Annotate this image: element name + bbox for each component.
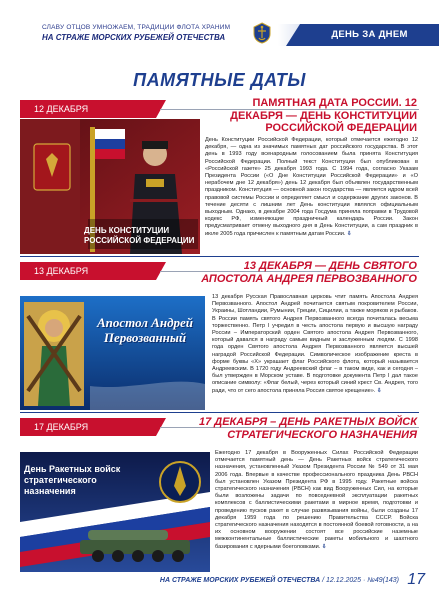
masthead: НА СТРАЖЕ МОРСКИХ РУБЕЖЕЙ ОТЕЧЕСТВА — [42, 33, 226, 42]
footer-title: НА СТРАЖЕ МОРСКИХ РУБЕЖЕЙ ОТЕЧЕСТВА — [159, 577, 321, 584]
section-body — [205, 137, 418, 238]
section-divider — [20, 412, 419, 413]
page-number: 17 — [407, 571, 425, 588]
section-heading: 13 ДЕКАБРЯ — ДЕНЬ СВЯТОГО АПОСТОЛА АНДРЕЯ ПЕРВОЗВАННОГО — [201, 260, 417, 285]
section-body — [215, 450, 418, 551]
image-badge: РОССИЯ — [165, 507, 185, 512]
section-apostle-andrew — [0, 260, 439, 410]
page-title: ПАМЯТНЫЕ ДАТЫ — [133, 70, 306, 90]
continue-marker-icon: ⇩ — [376, 387, 382, 394]
section-strategic-missile-forces — [0, 416, 439, 574]
image-caption: День Ракетных войск стратегического назначения — [24, 464, 121, 496]
section-heading: ПАМЯТНАЯ ДАТА РОССИИ. 12 ДЕКАБРЯ — ДЕНЬ КОНСТИТУЦИИ РОССИЙСКОЙ ФЕДЕРАЦИИ — [230, 97, 417, 134]
image-caption: Апостол Андрей Первозванный — [96, 315, 194, 345]
page-footer — [0, 571, 439, 600]
section-body — [212, 294, 418, 395]
footer-issue: / 12.12.2025 · №49(143) — [320, 577, 399, 584]
section-heading: 17 ДЕКАБРЯ – ДЕНЬ РАКЕТНЫХ ВОЙСК СТРАТЕГИЧЕСКОГО НАЗНАЧЕНИЯ — [198, 416, 417, 441]
motto: СЛАВУ ОТЦОВ УМНОЖАЕМ, ТРАДИЦИИ ФЛОТА ХРАНИМ — [42, 24, 231, 31]
body-text: 13 декабря Русская Православная церковь чтит память Апостола Андрея Первозванного. Апостол Андрей почитается святым покровителем России, Украины, Шотландии, Румынии, Греции, Сицилии, а также моряков и рыбаков. В России память святого Андрея Первозванного всегда почиталась весьма торжественно. Петр I учредил в честь апостола первую и высшую награду России – Императорский орден Святого апостола Андрея Первозванного, который давался в награду самым видным и заслуженным людям. С 1998 года орден Святого апостола Андрея Первозванного является высшей наградой Российской Федерации. Символическое изображение креста в форме буквы «Х» украшает флаг Российского флота, который называется Андреевским. В 1720 году Андреевский флаг – в таком виде, как и сегодня – был утвержден в Морском уставе. В подготовке документа Петр I дал такое описание символу: «Флаг белый, через который синий крест Св. Андрея, того ради, что от сего апостола приняла Россия святое крещение». — [212, 294, 418, 394]
page-header — [0, 0, 439, 48]
section-constitution-day — [0, 95, 439, 255]
footer-publication — [160, 577, 399, 584]
section-divider — [20, 256, 419, 257]
apostle-andrew-image — [20, 296, 205, 410]
body-text: День Конституции Российской Федерации, который отмечается ежегодно 12 декабря, — одна из значимых памятных дат российского государства. В этот день в 1993 году всенародным голосованием была принята Конституция Российской Федерации. Полный текст Конституции был опубликован в «Российской газете» 25 декабря 1993 года. С 1994 года, согласно Указам Президента России («О Дне Конституции Российской Федерации» и «О нерабочем дне 12 декабря») день 12 декабря был объявлен государственным праздником. Конституция — основной закон государства — является идром всей правовой системы России и определяет смысл и содержание других законов. В течение десяти с лишним лет День конституции являлся официальным выходным. Однако, в декабре 2004 года Госдума приняла поправки в Трудовой кодекс РФ, изменяющие праздничный календарь России. Закон предусматривает отмену выходного дня в День Конституции, а сам праздник в июле 2005 года причислен к памятным датам России. — [205, 137, 418, 237]
date-label: 12 ДЕКАБРЯ — [20, 100, 156, 118]
rubric-label: ДЕНЬ ЗА ДНЕМ — [300, 24, 439, 46]
date-label: 13 ДЕКАБРЯ — [20, 262, 156, 280]
navy-emblem-icon — [252, 22, 272, 44]
date-label: 17 ДЕКАБРЯ — [20, 418, 156, 436]
continue-marker-icon: ⇩ — [346, 230, 352, 237]
continue-marker-icon: ⇩ — [321, 543, 327, 550]
image-caption: ДЕНЬ КОНСТИТУЦИИ РОССИЙСКОЙ ФЕДЕРАЦИИ — [84, 226, 195, 245]
body-text: Ежегодно 17 декабря в Вооруженных Силах Российской Федерации отмечается памятный день — День Ракетных войск стратегического назначения, установленный Указом Президента России № 549 от 31 мая 2006 года. Впервые в качестве профессионального праздника День РВСН был установлен Указом Президента РФ в 1995 году. Ракетные войска стратегического назначения (РВСН) как вид Вооруженных Сил, на которые были возложены задачи по повседневной эксплуатации ракетных комплексов с баллистическими ракетами в мирное время, подготовки и проведению пусков ракет в случае развязывания войны, были созданы 17 декабря 1959 года по решению Правительства СССР. Войска стратегического назначения находятся в постоянной боевой готовности, а на их основном вооружении состоят все российские наземные межконтинентальные баллистические ракеты мобильного и шахтного базирования с ядерными боеголовками. — [215, 450, 418, 550]
